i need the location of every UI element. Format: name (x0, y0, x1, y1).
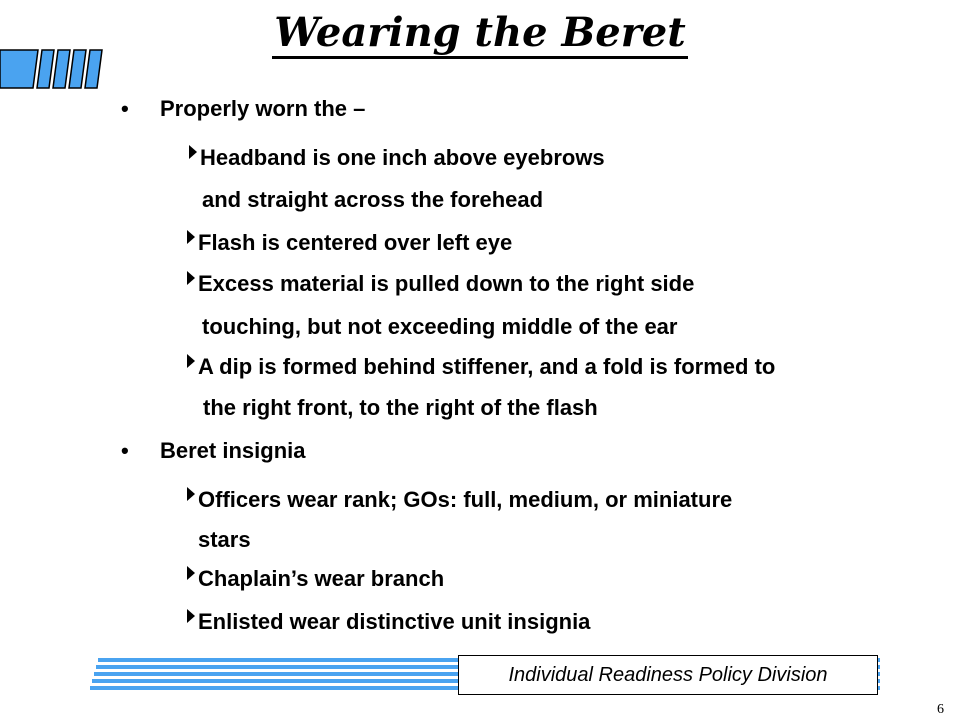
sub-item-line: Flash is centered over left eye (198, 230, 513, 255)
page-title: Wearing the Beret (0, 8, 960, 58)
triangle-bullet-icon (187, 271, 195, 285)
sub-item-line: the right front, to the right of the flash (203, 395, 598, 420)
triangle-bullet-icon (187, 230, 195, 244)
bullet-heading: Properly worn the – (160, 96, 366, 121)
triangle-bullet-icon (187, 487, 195, 501)
page-number: 6 (937, 702, 944, 717)
sub-item-line: Headband is one inch above eyebrows (200, 145, 605, 170)
bullet-heading: Beret insignia (160, 438, 306, 463)
triangle-bullet-icon (187, 566, 195, 580)
sub-item-line: Excess material is pulled down to the right side (198, 271, 695, 296)
sub-item-line: A dip is formed behind stiffener, and a fold is formed to (198, 354, 776, 379)
triangle-bullet-icon (189, 145, 197, 159)
sub-item-line: Enlisted wear distinctive unit insignia (198, 609, 591, 634)
triangle-bullet-icon (187, 354, 195, 368)
sub-item-line: Chaplain’s wear branch (198, 566, 445, 591)
sub-item-line: and straight across the forehead (202, 187, 544, 212)
footer-label: Individual Readiness Policy Division (458, 655, 878, 695)
sub-item-line: touching, but not exceeding middle of the ear (202, 314, 678, 339)
triangle-bullet-icon (187, 609, 195, 623)
sub-item-line: Officers wear rank; GOs: full, medium, or miniature (198, 487, 733, 512)
bullet-dot: • (121, 96, 129, 121)
sub-item-line: stars (198, 527, 251, 552)
bullet-dot: • (121, 438, 129, 463)
